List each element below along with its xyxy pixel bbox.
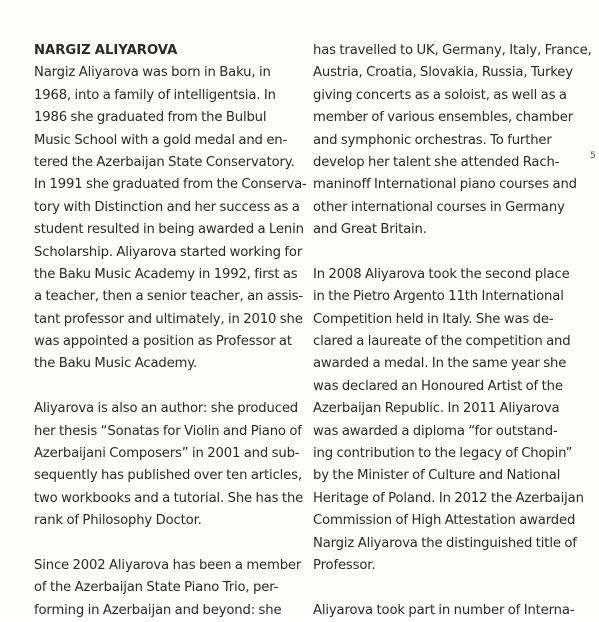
text-line: Austria, Croatia, Slovakia, Russia, Turkey — [313, 65, 573, 81]
page-number: 5 — [590, 151, 596, 161]
text-line: the Baku Music Academy in 1992, first as — [34, 266, 298, 282]
text-line: Since 2002 Aliyarova has been a member — [34, 557, 302, 573]
text-line: sequently has published over ten articles, — [34, 468, 302, 484]
paragraph-3 — [34, 555, 300, 622]
paragraph-4 — [313, 40, 592, 242]
text-line: was appointed a position as Professor at — [34, 334, 292, 350]
text-line: Competition held in Italy. She was de- — [313, 311, 554, 327]
text-line: her thesis “Sonatas for Violin and Piano of — [34, 423, 302, 439]
text-line: was declared an Honoured Artist of the — [313, 378, 563, 394]
text-line: Nargiz Aliyarova the distinguished title of — [313, 535, 577, 551]
text-line: the Baku Music Academy. — [34, 356, 198, 372]
paragraph-gap — [34, 376, 300, 398]
text-line: two workbooks and a tutorial. She has the — [34, 490, 304, 506]
text-line: tant professor and ultimately, in 2010 she — [34, 311, 303, 327]
text-line: and Great Britain. — [313, 222, 427, 238]
text-line: Commission of High Attestation awarded — [313, 513, 576, 529]
text-line: Azerbaijani Composers” in 2001 and sub- — [34, 446, 300, 462]
text-line: Professor. — [313, 557, 376, 573]
text-line: Scholarship. Aliyarova started working for — [34, 244, 303, 260]
text-line: Music School with a gold medal and en- — [34, 132, 288, 148]
text-line: tory with Distinction and her success as a — [34, 199, 300, 215]
right-column — [313, 40, 592, 622]
text-line: giving concerts as a soloist, as well as a — [313, 87, 567, 103]
text-line: Aliyarova took part in number of Interna- — [313, 602, 575, 618]
paragraph-6 — [313, 600, 579, 622]
paragraph-gap — [313, 242, 579, 264]
text-line: Heritage of Poland. In 2012 the Azerbaijan — [313, 490, 584, 506]
text-line: of the Azerbaijan State Piano Trio, per- — [34, 580, 279, 596]
text-line: ing contribution to the legacy of Chopin” — [313, 446, 573, 462]
text-line: develop her talent she attended Rach- — [313, 154, 560, 170]
text-line: In 1991 she graduated from the Conserva- — [34, 177, 307, 193]
text-line: other international courses in Germany — [313, 199, 565, 215]
text-line: by the Minister of Culture and National — [313, 468, 561, 484]
paragraph-5 — [313, 264, 584, 577]
text-line: 1986 she graduated from the Bulbul — [34, 110, 267, 126]
text-line: was awarded a diploma “for outstand- — [313, 423, 558, 439]
text-line: Nargiz Aliyarova was born in Baku, in — [34, 65, 271, 81]
text-line: has travelled to UK, Germany, Italy, France, — [313, 43, 592, 58]
left-column — [34, 40, 307, 622]
text-line: awarded a medal. In the same year she — [313, 356, 567, 372]
text-line: forming in Azerbaijan and beyond: she — [34, 602, 282, 618]
text-line: a teacher, then a senior teacher, an assis- — [34, 289, 304, 305]
text-line: and symphonic orchestras. To further — [313, 132, 552, 148]
paragraph-1 — [34, 62, 307, 375]
text-line: 1968, into a family of intelligentsia. In — [34, 87, 276, 103]
text-line: student resulted in being awarded a Lenin — [34, 222, 304, 238]
paragraph-2 — [34, 398, 304, 532]
text-line: in the Pietro Argento 11th International — [313, 289, 564, 305]
text-line: clared a laureate of the competition and — [313, 334, 571, 350]
text-line: rank of Philosophy Doctor. — [34, 513, 202, 529]
text-line: In 2008 Aliyarova took the second place — [313, 266, 570, 282]
biography-heading: NARGIZ ALIYAROVA — [34, 43, 178, 58]
paragraph-gap — [34, 533, 300, 555]
text-line: Aliyarova is also an author: she produced — [34, 401, 299, 417]
paragraph-gap — [313, 577, 579, 599]
text-line: tered the Azerbaijan State Conservatory. — [34, 154, 295, 170]
text-line: Azerbaijan Republic. In 2011 Aliyarova — [313, 401, 560, 417]
text-line: member of various ensembles, chamber — [313, 110, 574, 126]
text-line: maninoff International piano courses and — [313, 177, 577, 193]
